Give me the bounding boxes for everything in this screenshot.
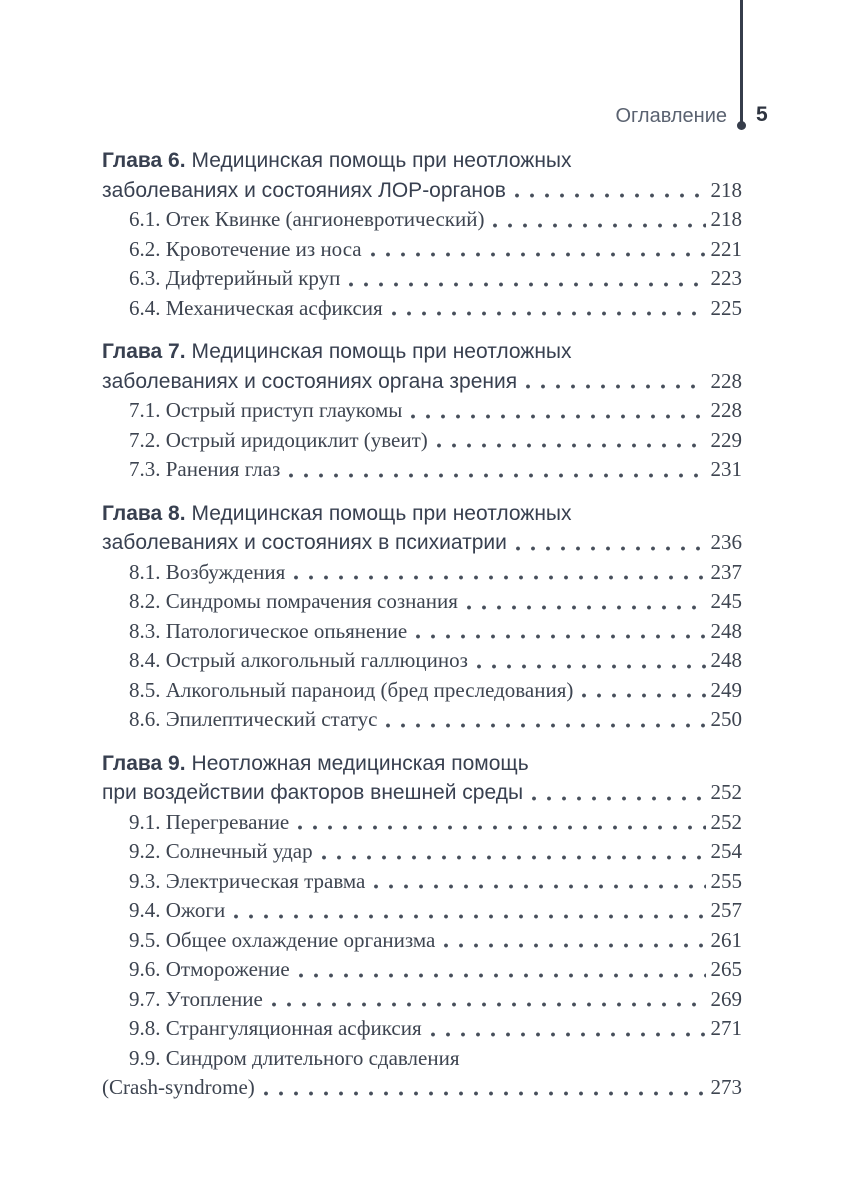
section-entry <box>102 1044 742 1103</box>
section-title-text: 8.5. Алкогольный параноид (бред преследования) <box>129 677 574 702</box>
dot-leader <box>431 1032 706 1037</box>
section-title-line <box>102 837 742 867</box>
section-entry <box>102 455 742 485</box>
dot-leader <box>392 311 706 316</box>
section-page-number: 257 <box>710 898 742 922</box>
section-title-text: 7.3. Ранения глаз <box>129 457 281 481</box>
section-entry <box>102 926 742 956</box>
section-title-text: 6.4. Механическая асфиксия <box>129 295 383 320</box>
section-entry <box>102 264 742 294</box>
section-page-number: 261 <box>710 927 742 952</box>
section-entry <box>102 294 742 324</box>
chapter-title-line-last <box>102 367 742 397</box>
section-page-number: 237 <box>710 559 742 584</box>
chapter-title-text: Неотложная медицинская помощь <box>191 751 529 775</box>
chapter-page-number: 228 <box>710 368 742 393</box>
section-title-text: 9.7. Утопление <box>129 986 263 1011</box>
dot-leader <box>515 193 706 198</box>
dot-leader <box>582 693 705 698</box>
section-title-line <box>102 587 742 617</box>
section-page-number: 265 <box>710 957 742 981</box>
dot-leader <box>386 723 705 728</box>
section-title-text: 9.6. Отморожение <box>129 957 290 981</box>
section-title-text: 6.1. Отек Квинке (ангионевротический) <box>129 207 485 231</box>
dot-leader <box>411 414 705 419</box>
section-title-line <box>102 646 742 676</box>
dot-leader <box>264 1091 706 1096</box>
section-title-line <box>102 455 742 485</box>
section-page-number: 255 <box>710 868 742 893</box>
section-page-number: 252 <box>710 809 742 834</box>
dot-leader <box>234 914 705 919</box>
section-title-line <box>102 955 742 985</box>
chapter-entry <box>102 337 742 485</box>
section-title-line <box>102 205 742 235</box>
section-entry <box>102 205 742 235</box>
section-page-number: 249 <box>710 677 742 702</box>
section-title-line <box>102 1014 742 1044</box>
section-title-line <box>102 235 742 265</box>
section-entry <box>102 396 742 426</box>
section-entry <box>102 558 742 588</box>
section-entry <box>102 676 742 706</box>
section-entry <box>102 235 742 265</box>
section-page-number: 229 <box>710 427 742 452</box>
chapter-label: Глава 9. <box>102 751 186 775</box>
folio-page-number: 5 <box>756 103 768 126</box>
section-page-number: 218 <box>710 207 742 231</box>
dot-leader <box>526 384 705 389</box>
header-rule-dot <box>737 121 746 130</box>
section-entry <box>102 955 742 985</box>
chapter-title-line <box>102 146 742 176</box>
chapter-label: Глава 7. <box>102 340 186 363</box>
dot-leader <box>437 443 706 448</box>
section-entry <box>102 705 742 735</box>
section-entry <box>102 837 742 867</box>
chapter-title-text: заболеваниях и состояниях органа зрения <box>102 369 518 393</box>
section-title-line <box>102 896 742 926</box>
section-page-number: 250 <box>710 707 742 731</box>
section-page-number: 223 <box>710 266 742 290</box>
section-title-line <box>102 617 742 647</box>
dot-leader <box>272 1002 706 1007</box>
section-title-text: 9.3. Электрическая травма <box>129 868 366 893</box>
dot-leader <box>444 943 705 948</box>
section-title-text: (Crash-syndrome) <box>102 1075 255 1099</box>
toc-list <box>102 146 742 1103</box>
section-entry <box>102 985 742 1015</box>
section-title-text: 9.9. Синдром длительного сдавления <box>129 1045 460 1070</box>
section-title-text: 6.2. Кровотечение из носа <box>129 236 362 261</box>
chapter-title-text: Медицинская помощь при неотложных <box>191 149 572 172</box>
chapter-page-number: 236 <box>710 530 742 554</box>
section-title-line <box>102 264 742 294</box>
section-title-line <box>102 558 742 588</box>
section-title-text: 9.4. Ожоги <box>129 898 226 922</box>
section-title-line <box>102 426 742 456</box>
dot-leader <box>289 473 705 478</box>
section-title-line <box>102 808 742 838</box>
chapter-label: Глава 8. <box>102 501 186 525</box>
section-title-line <box>102 294 742 324</box>
chapter-page-number: 252 <box>710 780 742 804</box>
section-entry <box>102 617 742 647</box>
section-page-number: 221 <box>710 236 742 261</box>
chapter-title-text: заболеваниях и состояниях ЛОР-органов <box>102 178 506 202</box>
header-vertical-rule <box>740 0 743 125</box>
chapter-entry <box>102 749 742 1103</box>
chapter-title-line-last <box>102 176 742 206</box>
dot-leader <box>294 575 705 580</box>
chapter-title-line <box>102 499 742 529</box>
section-entry <box>102 587 742 617</box>
chapter-title-line <box>102 749 742 779</box>
section-page-number: 248 <box>710 618 742 643</box>
section-title-line <box>102 926 742 956</box>
section-title-text: 8.2. Синдромы помрачения сознания <box>129 589 458 613</box>
dot-leader <box>374 884 705 889</box>
section-title-line <box>102 676 742 706</box>
section-title-line <box>102 867 742 897</box>
section-title-text: 9.5. Общее охлаждение организма <box>129 927 436 952</box>
section-title-text: 9.2. Солнечный удар <box>129 839 313 863</box>
section-title-text: 8.6. Эпилептический статус <box>129 707 378 731</box>
section-entry <box>102 896 742 926</box>
chapter-title-text: при воздействии факторов внешней среды <box>102 781 524 804</box>
section-page-number: 273 <box>710 1075 742 1099</box>
chapter-entry <box>102 146 742 323</box>
dot-leader <box>371 252 706 257</box>
section-page-number: 228 <box>710 398 742 422</box>
section-page-number: 269 <box>710 986 742 1011</box>
section-entry <box>102 808 742 838</box>
section-entry <box>102 867 742 897</box>
section-page-number: 231 <box>710 457 742 481</box>
section-entry <box>102 426 742 456</box>
dot-leader <box>477 664 706 669</box>
section-title-text: 7.1. Острый приступ глаукомы <box>129 398 403 422</box>
chapter-title-line-last <box>102 528 742 558</box>
section-title-text: 8.1. Возбуждения <box>129 559 286 584</box>
chapter-title-text: Медицинская помощь при неотложных <box>191 501 572 525</box>
chapter-label: Глава 6. <box>102 149 186 172</box>
dot-leader <box>299 973 706 978</box>
section-title-text: 9.8. Странгуляционная асфиксия <box>129 1016 422 1040</box>
section-page-number: 225 <box>710 295 742 320</box>
section-title-line <box>102 396 742 426</box>
chapter-title-text: заболеваниях и состояниях в психиатрии <box>102 531 507 554</box>
section-title-text: 7.2. Острый иридоциклит (увеит) <box>129 427 428 452</box>
chapter-entry <box>102 499 742 735</box>
dot-leader <box>416 634 705 639</box>
chapter-title-line <box>102 337 742 367</box>
chapter-title-text: Медицинская помощь при неотложных <box>191 340 572 363</box>
section-page-number: 254 <box>710 839 742 863</box>
section-title-text: 8.3. Патологическое опьянение <box>129 618 408 643</box>
section-page-number: 271 <box>710 1016 742 1040</box>
section-page-number: 245 <box>710 589 742 613</box>
dot-leader <box>516 546 706 551</box>
section-title-line <box>102 705 742 735</box>
chapter-title-line-last <box>102 778 742 808</box>
section-entry <box>102 646 742 676</box>
section-title-line <box>102 1073 742 1103</box>
dot-leader <box>467 605 706 610</box>
dot-leader <box>298 825 705 830</box>
section-title-text: 8.4. Острый алкогольный галлюциноз <box>129 648 468 672</box>
dot-leader <box>322 855 706 860</box>
dot-leader <box>532 796 705 801</box>
running-title: Оглавление <box>615 105 727 127</box>
chapter-page-number: 218 <box>710 177 742 202</box>
dot-leader <box>493 223 705 228</box>
section-entry <box>102 1014 742 1044</box>
section-title-line <box>102 1044 742 1074</box>
section-title-line <box>102 985 742 1015</box>
section-title-text: 6.3. Дифтерийный круп <box>129 266 341 290</box>
section-page-number: 248 <box>710 648 742 672</box>
section-title-text: 9.1. Перегревание <box>129 809 290 834</box>
dot-leader <box>349 282 705 287</box>
